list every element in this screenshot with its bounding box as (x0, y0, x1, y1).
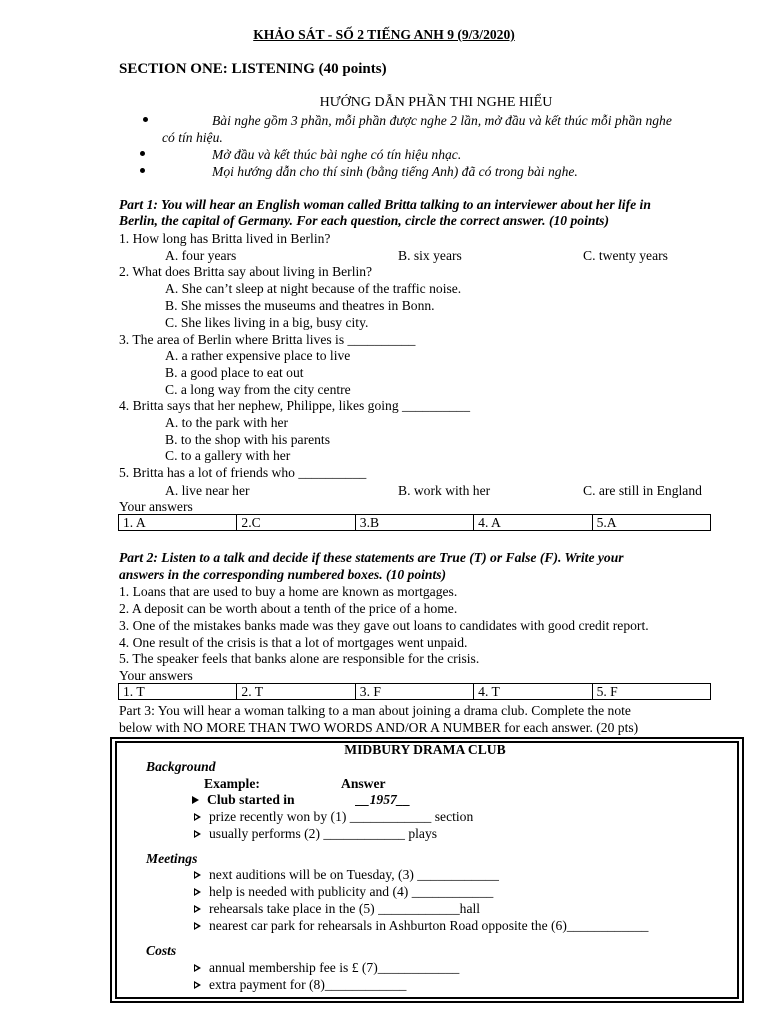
bullet-icon (140, 151, 145, 156)
example-item: Club started in (192, 791, 295, 808)
question-3: 3. The area of Berlin where Britta lives is __________ (119, 332, 416, 347)
arrow-bullet-icon (192, 796, 199, 804)
statement-2: 2. A deposit can be worth about a tenth of the price of a home. (119, 601, 458, 616)
arrow-bullet-icon (194, 981, 201, 989)
answer-cell[interactable]: 4. A (474, 515, 592, 531)
costs-item-7: annual membership fee is £ (7)____________ (194, 959, 459, 976)
background-item-2: usually performs (2) ____________ plays (194, 825, 437, 842)
answer-cell[interactable]: 3. F (355, 684, 473, 700)
bullet-icon (143, 117, 148, 122)
costs-item-8: extra payment for (8)____________ (194, 976, 406, 993)
arrow-bullet-icon (194, 922, 201, 930)
answer-cell[interactable]: 1. T (119, 684, 237, 700)
q2-option-b: B. She misses the museums and theatres in Bonn. (165, 298, 435, 313)
part2-answer-table (118, 683, 711, 700)
arrow-bullet-icon (194, 905, 201, 913)
answer-cell[interactable]: 2.C (237, 515, 355, 531)
q5-option-a: A. live near her (165, 483, 250, 498)
example-label: Example: (204, 776, 260, 791)
question-5: 5. Britta has a lot of friends who __________ (119, 465, 367, 480)
q3-option-b: B. a good place to eat out (165, 365, 304, 380)
q4-option-b: B. to the shop with his parents (165, 432, 331, 447)
arrow-bullet-icon (194, 830, 201, 838)
question-2: 2. What does Britta say about living in Berlin? (119, 264, 373, 279)
part3-intro-line2: below with NO MORE THAN TWO WORDS AND/OR A NUMBER for each answer. (20 pts) (119, 720, 639, 735)
meetings-item-3: next auditions will be on Tuesday, (3) ____________ (194, 866, 499, 883)
meetings-item-6: nearest car park for rehearsals in Ashburton Road opposite the (6)____________ (194, 917, 648, 934)
statement-3: 3. One of the mistakes banks made was they gave out loans to candidates with good credit report. (119, 618, 649, 633)
q5-option-b: B. work with her (398, 483, 491, 498)
answer-cell[interactable]: 5. F (592, 684, 710, 700)
part2-intro-line1: Part 2: Listen to a talk and decide if these statements are True (T) or False (F). Write your (119, 550, 624, 565)
q5-option-c: C. are still in England (583, 483, 702, 498)
arrow-bullet-icon (194, 871, 201, 879)
instruction-2: Mở đầu và kết thúc bài nghe có tín hiệu nhạc. (212, 147, 462, 162)
statement-1: 1. Loans that are used to buy a home are known as mortgages. (119, 584, 458, 599)
meetings-item-4: help is needed with publicity and (4) ____________ (194, 883, 493, 900)
question-1: 1. How long has Britta lived in Berlin? (119, 231, 331, 246)
instruction-1-line1: Bài nghe gồm 3 phần, mỗi phần được nghe 2 lần, mở đầu và kết thúc mỗi phần nghe (212, 113, 672, 128)
instruction-1-line2: có tín hiệu. (162, 130, 223, 145)
answer-cell[interactable]: 1. A (119, 515, 237, 531)
answer-cell[interactable]: 5.A (592, 515, 710, 531)
answer-cell[interactable]: 4. T (474, 684, 592, 700)
q3-option-c: C. a long way from the city centre (165, 382, 351, 397)
meetings-item-5: rehearsals take place in the (5) ____________hall (194, 900, 480, 917)
background-item-1: prize recently won by (1) ____________ section (194, 808, 473, 825)
part3-intro-line1: Part 3: You will hear a woman talking to a man about joining a drama club. Complete the note (119, 703, 631, 718)
background-heading: Background (146, 759, 216, 774)
instruction-3: Mọi hướng dẫn cho thí sinh (bằng tiếng Anh) đã có trong bài nghe. (212, 164, 578, 179)
example-answer: __1957__ (356, 792, 411, 807)
bullet-icon (140, 168, 145, 173)
part2-intro-line2: answers in the corresponding numbered boxes. (10 points) (119, 567, 447, 582)
meetings-heading: Meetings (146, 851, 198, 866)
q4-option-a: A. to the park with her (165, 415, 289, 430)
question-4: 4. Britta says that her nephew, Philippe, likes going __________ (119, 398, 471, 413)
part1-intro-line2: Berlin, the capital of Germany. For each question, circle the correct answer. (10 points) (119, 213, 609, 228)
part1-answer-table (118, 514, 711, 531)
note-box-title: MIDBURY DRAMA CLUB (344, 742, 506, 757)
q1-option-c: C. twenty years (583, 248, 668, 263)
statement-5: 5. The speaker feels that banks alone are responsible for the crisis. (119, 651, 480, 666)
q2-option-c: C. She likes living in a big, busy city. (165, 315, 369, 330)
part1-your-answers: Your answers (119, 499, 193, 514)
part2-your-answers: Your answers (119, 668, 193, 683)
arrow-bullet-icon (194, 964, 201, 972)
q1-option-b: B. six years (398, 248, 462, 263)
answer-label: Answer (341, 776, 386, 791)
arrow-bullet-icon (194, 813, 201, 821)
statement-4: 4. One result of the crisis is that a lot of mortgages went unpaid. (119, 635, 468, 650)
q2-option-a: A. She can’t sleep at night because of the traffic noise. (165, 281, 462, 296)
costs-heading: Costs (146, 943, 177, 958)
q1-option-a: A. four years (165, 248, 237, 263)
table-row (119, 684, 711, 700)
q3-option-a: A. a rather expensive place to live (165, 348, 351, 363)
exam-title: KHẢO SÁT - SỐ 2 TIẾNG ANH 9 (9/3/2020) (253, 27, 515, 42)
table-row (119, 515, 711, 531)
answer-cell[interactable]: 3.B (355, 515, 473, 531)
part1-intro-line1: Part 1: You will hear an English woman called Britta talking to an interviewer about her life in (119, 197, 651, 212)
section-heading: SECTION ONE: LISTENING (40 points) (119, 61, 387, 77)
q4-option-c: C. to a gallery with her (165, 448, 291, 463)
arrow-bullet-icon (194, 888, 201, 896)
answer-cell[interactable]: 2. T (237, 684, 355, 700)
instructions-heading: HƯỚNG DẪN PHẦN THI NGHE HIỂU (319, 95, 553, 110)
